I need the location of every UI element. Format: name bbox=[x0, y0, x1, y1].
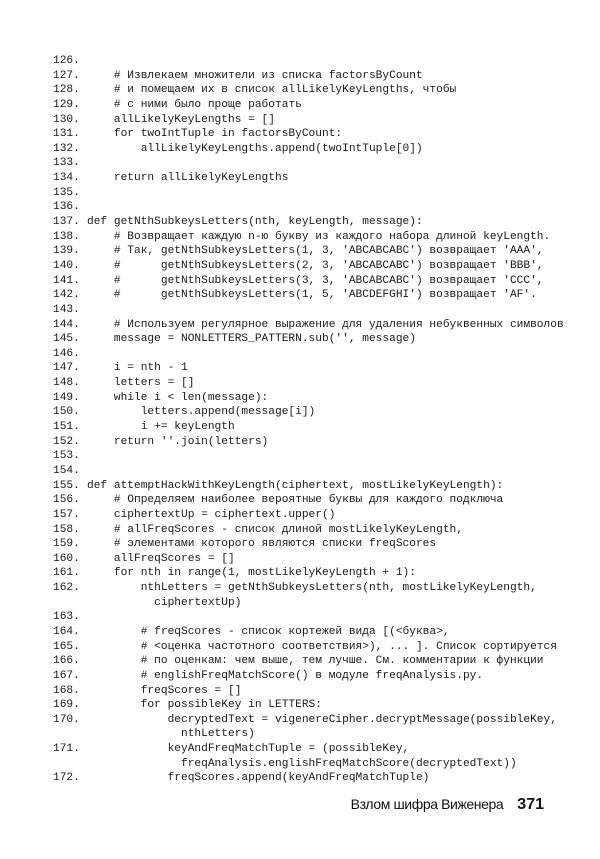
code-text: def getNthSubkeysLetters(nth, keyLength, message): bbox=[87, 216, 423, 229]
code-line bbox=[53, 171, 564, 186]
code-text: return allLikelyKeyLengths bbox=[87, 172, 289, 185]
code-line bbox=[53, 127, 564, 142]
line-number: 143. bbox=[53, 303, 80, 316]
code-text: # Возвращает каждую n-ю букву из каждого набора длиной keyLength. bbox=[87, 230, 551, 243]
code-text: # getNthSubkeysLetters(2, 3, 'ABCABCABC') возвращает 'BBB', bbox=[87, 259, 544, 272]
code-line bbox=[53, 244, 564, 259]
code-line bbox=[53, 596, 564, 611]
line-number: 129. bbox=[53, 98, 80, 111]
line-number bbox=[53, 757, 87, 772]
line-number: 171. bbox=[53, 743, 80, 756]
code-line bbox=[53, 303, 564, 318]
code-line bbox=[53, 347, 564, 362]
line-number: 128. bbox=[53, 84, 80, 97]
code-text: # по оценкам: чем выше, тем лучше. См. комментарии к функции bbox=[87, 655, 544, 668]
line-number: 138. bbox=[53, 230, 80, 243]
line-number: 163. bbox=[53, 611, 80, 624]
line-number: 146. bbox=[53, 347, 80, 360]
page-footer bbox=[351, 796, 544, 814]
line-number: 136. bbox=[53, 201, 80, 214]
code-text: for twoIntTuple in factorsByCount: bbox=[87, 128, 343, 141]
code-line bbox=[53, 405, 564, 420]
code-line bbox=[53, 537, 564, 552]
code-line bbox=[53, 69, 564, 84]
code-line bbox=[53, 435, 564, 450]
line-number: 160. bbox=[53, 552, 80, 565]
code-text: for nth in range(1, mostLikelyKeyLength + 1): bbox=[87, 567, 416, 580]
code-text: message = NONLETTERS_PATTERN.sub('', message) bbox=[87, 333, 416, 346]
code-line bbox=[53, 742, 564, 757]
code-text: keyAndFreqMatchTuple = (possibleKey, bbox=[87, 743, 410, 756]
code-line bbox=[53, 332, 564, 347]
line-number: 135. bbox=[53, 186, 80, 199]
line-number: 155. bbox=[53, 479, 80, 492]
line-number: 140. bbox=[53, 259, 80, 272]
code-line bbox=[53, 361, 564, 376]
line-number: 167. bbox=[53, 669, 80, 682]
line-number: 132. bbox=[53, 142, 80, 155]
line-number: 158. bbox=[53, 523, 80, 536]
code-line bbox=[53, 581, 564, 596]
code-text: # Так, getNthSubkeysLetters(1, 3, 'ABCABCABC') возвращает 'AAA', bbox=[87, 245, 544, 258]
code-line bbox=[53, 508, 564, 523]
line-number: 162. bbox=[53, 582, 80, 595]
code-text: freqScores.append(keyAndFreqMatchTuple) bbox=[87, 772, 430, 785]
line-number: 157. bbox=[53, 508, 80, 521]
code-text: # Извлекаем множители из списка factorsByCount bbox=[87, 69, 423, 82]
code-listing bbox=[53, 54, 564, 786]
code-line bbox=[53, 391, 564, 406]
code-line bbox=[53, 640, 564, 655]
line-number: 165. bbox=[53, 640, 80, 653]
code-line bbox=[53, 771, 564, 786]
line-number: 150. bbox=[53, 406, 80, 419]
code-text: # элементами которого являются списки freqScores bbox=[87, 538, 437, 551]
code-line bbox=[53, 449, 564, 464]
line-number: 152. bbox=[53, 435, 80, 448]
code-text: decryptedText = vigenereCipher.decryptMessage(possibleKey, bbox=[87, 713, 557, 726]
code-line bbox=[53, 625, 564, 640]
code-text: # <оценка частотного соответствия>), ... ]. Список сортируется bbox=[87, 640, 557, 653]
code-text: # allFreqScores - список длиной mostLikelyKeyLength, bbox=[87, 523, 463, 536]
line-number: 141. bbox=[53, 274, 80, 287]
code-line bbox=[53, 215, 564, 230]
code-text: # Используем регулярное выражение для удаления небуквенных символов bbox=[87, 318, 564, 331]
code-text: i += keyLength bbox=[87, 421, 235, 434]
code-line bbox=[53, 684, 564, 699]
code-line bbox=[53, 654, 564, 669]
code-text: allLikelyKeyLengths.append(twoIntTuple[0]) bbox=[87, 142, 423, 155]
line-number: 151. bbox=[53, 421, 80, 434]
code-text: # freqScores - список кортежей вида [(<буква>, bbox=[87, 625, 450, 638]
code-line bbox=[53, 523, 564, 538]
line-number: 147. bbox=[53, 362, 80, 375]
code-text: freqAnalysis.englishFreqMatchScore(decryptedText)) bbox=[87, 757, 517, 770]
line-number: 139. bbox=[53, 245, 80, 258]
line-number: 126. bbox=[53, 55, 80, 67]
code-line bbox=[53, 610, 564, 625]
line-number: 144. bbox=[53, 318, 80, 331]
line-number: 161. bbox=[53, 567, 80, 580]
code-text: # Определяем наиболее вероятные буквы для каждого подключа bbox=[87, 494, 504, 507]
code-text: letters = [] bbox=[87, 377, 195, 390]
line-number: 127. bbox=[53, 69, 80, 82]
code-text: def attemptHackWithKeyLength(ciphertext, mostLikelyKeyLength): bbox=[87, 479, 504, 492]
line-number: 156. bbox=[53, 494, 80, 507]
code-line bbox=[53, 274, 564, 289]
code-text: while i < len(message): bbox=[87, 391, 269, 404]
line-number: 168. bbox=[53, 684, 80, 697]
line-number: 170. bbox=[53, 713, 80, 726]
line-number: 145. bbox=[53, 333, 80, 346]
code-line bbox=[53, 698, 564, 713]
line-number: 159. bbox=[53, 538, 80, 551]
line-number: 130. bbox=[53, 113, 80, 126]
code-text: allLikelyKeyLengths = [] bbox=[87, 113, 275, 126]
code-line bbox=[53, 288, 564, 303]
code-line bbox=[53, 479, 564, 494]
code-text: allFreqScores = [] bbox=[87, 552, 235, 565]
code-text: i = nth - 1 bbox=[87, 362, 188, 375]
code-text: nthLetters) bbox=[87, 728, 255, 741]
code-text: ciphertextUp) bbox=[87, 596, 242, 609]
code-line bbox=[53, 727, 564, 742]
code-line bbox=[53, 493, 564, 508]
code-text: for possibleKey in LETTERS: bbox=[87, 699, 322, 712]
line-number: 137. bbox=[53, 216, 80, 229]
code-line bbox=[53, 552, 564, 567]
code-line bbox=[53, 566, 564, 581]
code-line bbox=[53, 142, 564, 157]
code-line bbox=[53, 318, 564, 333]
code-text: ciphertextUp = ciphertext.upper() bbox=[87, 508, 336, 521]
line-number: 133. bbox=[53, 157, 80, 170]
code-text: return ''.join(letters) bbox=[87, 435, 269, 448]
line-number bbox=[53, 596, 87, 611]
line-number: 131. bbox=[53, 128, 80, 141]
line-number: 169. bbox=[53, 699, 80, 712]
line-number: 149. bbox=[53, 391, 80, 404]
code-text: # englishFreqMatchScore() в модуле freqAnalysis.py. bbox=[87, 669, 484, 682]
code-line bbox=[53, 259, 564, 274]
code-line bbox=[53, 98, 564, 113]
code-line bbox=[53, 757, 564, 772]
chapter-title: Взлом шифра Виженера bbox=[350, 796, 504, 812]
code-text: # с ними было проще работать bbox=[87, 98, 302, 111]
code-text: nthLetters = getNthSubkeysLetters(nth, mostLikelyKeyLength, bbox=[87, 582, 537, 595]
code-line bbox=[53, 156, 564, 171]
code-text: freqScores = [] bbox=[87, 684, 242, 697]
code-line bbox=[53, 376, 564, 391]
code-line bbox=[53, 83, 564, 98]
code-line bbox=[53, 200, 564, 215]
line-number: 172. bbox=[53, 772, 80, 785]
code-line bbox=[53, 113, 564, 128]
page-number: 371 bbox=[517, 796, 544, 813]
code-line bbox=[53, 186, 564, 201]
code-text: letters.append(message[i]) bbox=[87, 406, 316, 419]
line-number: 134. bbox=[53, 172, 80, 185]
code-line bbox=[53, 420, 564, 435]
code-text: # getNthSubkeysLetters(3, 3, 'ABCABCABC') возвращает 'CCC', bbox=[87, 274, 544, 287]
line-number bbox=[53, 727, 87, 742]
line-number: 154. bbox=[53, 464, 80, 477]
line-number: 142. bbox=[53, 289, 80, 302]
code-line bbox=[53, 464, 564, 479]
line-number: 164. bbox=[53, 625, 80, 638]
code-text: # getNthSubkeysLetters(1, 5, 'ABCDEFGHI') возвращает 'AF'. bbox=[87, 289, 537, 302]
code-line bbox=[53, 230, 564, 245]
code-line bbox=[53, 713, 564, 728]
code-line bbox=[53, 54, 564, 69]
line-number: 148. bbox=[53, 377, 80, 390]
line-number: 166. bbox=[53, 655, 80, 668]
code-line bbox=[53, 669, 564, 684]
code-text: # и помещаем их в список allLikelyKeyLengths, чтобы bbox=[87, 84, 457, 97]
line-number: 153. bbox=[53, 450, 80, 463]
